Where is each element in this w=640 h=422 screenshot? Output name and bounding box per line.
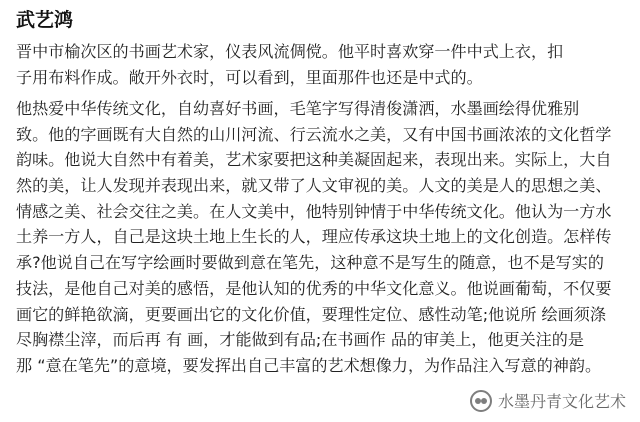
paragraph-art-philosophy [16,96,626,379]
paragraph-line: 他热爱中华传统文化，自幼喜好书画，毛笔字写得清俊潇洒，水墨画绘得优雅别 [16,99,580,118]
wechat-icon [470,390,492,412]
paragraph-line: 韵味。他说大自然中有着美，艺术家要把这种美凝固起来，表现出来。实际上，大自 [16,150,612,170]
article-heading: 武艺鸿 [16,9,74,31]
paragraph-line: 画它的鲜艳欲滴，更要画出它的文化价值，要理性定位、感性动笔;他说所 绘画须涤 [16,304,606,324]
paragraph-line: 晋中市榆次区的书画艺术家，仪表风流倜傥。他平时喜欢穿一件中式上衣，扣 [16,42,564,61]
paragraph-line: 然的美，让人发现并表现出来，就又带了人文审视的美。人文的美是人的思想之美、 [16,176,612,196]
paragraph-line: 技法，是他自己对美的感悟，是他认知的优秀的中华文化意义。他说画葡萄，不仅要 [16,278,612,298]
paragraph-intro [16,39,626,90]
paragraph-line: 尽胸襟尘滓，而后再 有 画，才能做到有品;在书画作 品的审美上，他更关注的是 [16,330,584,350]
paragraph-line: 承?他说自己在写字绘画时要做到意在笔先，这种意不是写生的随意，也不是写实的 [16,253,604,273]
watermark-text: 水墨丹青文化艺术 [497,392,626,411]
paragraph-line: 情感之美、社会交往之美。在人文美中，他特别钟情于中华传统文化。他认为一方水 [16,201,612,221]
paragraph-line: 子用布料作成。敞开外衣时，可以看到，里面那件也还是中式的。 [16,67,483,87]
source-watermark [470,389,626,412]
paragraph-line: 致。他的字画既有大自然的山川河流、行云流水之美，又有中国书画浓浓的文化哲学 [16,124,612,144]
paragraph-line: 那 “意在笔先”的意境，要发挥出自己丰富的艺术想像力，为作品注入写意的神韵。 [16,355,602,375]
paragraph-line: 土养一方人，自己是这块土地上生长的人，理应传承这块土地上的文化创造。怎样传 [16,227,612,247]
